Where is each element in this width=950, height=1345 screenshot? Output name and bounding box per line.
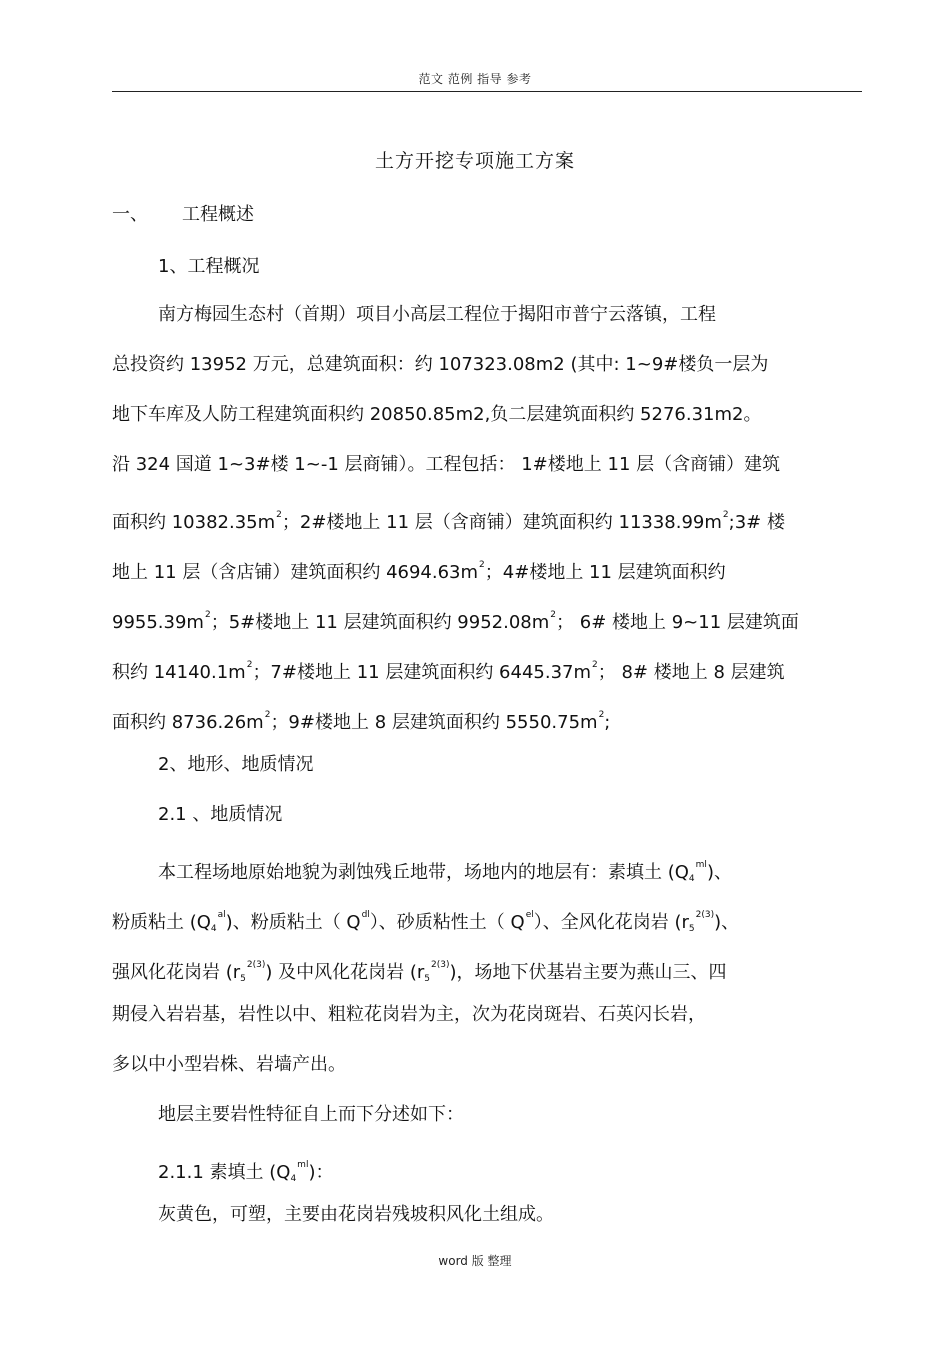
text-run: 粉质粘土 (Q [112,912,211,933]
paragraph-line [112,903,739,941]
paragraph-line [112,603,799,635]
superscript: 2 [246,660,253,670]
paragraph-line: 总投资约 13952 万元，总建筑面积：约 107323.08m2 (其中: 1~9#楼负一层为 [112,354,769,375]
section-number: 一、 [112,204,148,225]
superscript: 2 [479,560,485,570]
header-divider [112,91,862,92]
subsection-heading: 2.1 、地质情况 [158,804,283,825]
paragraph-line: 期侵入岩岩基，岩性以中、粗粒花岗岩为主，次为花岗斑岩、石英闪长岩， [112,1004,706,1025]
paragraph-line: 灰黄色，可塑，主要由花岗岩残坡积风化土组成。 [158,1204,554,1225]
text-run: 强风化花岗岩 (r [112,962,241,983]
superscript: 2(3) [431,960,450,970]
subscript: 4 [688,874,695,884]
paragraph-line: 沿 324 国道 1~3#楼 1~-1 层商铺）。工程包括： 1#楼地上 11 层（含商铺）建筑 [112,454,781,475]
paragraph-line: 地层主要岩性特征自上而下分述如下： [158,1104,464,1125]
document-title: 土方开挖专项施工方案 [374,150,575,172]
superscript: 2(3) [246,960,266,970]
subsection-heading [158,1153,333,1191]
text-run: ) 及中风化花岗岩 (r [265,962,425,983]
paragraph-line [112,503,785,535]
superscript: 2 [550,610,557,620]
section-heading [112,203,254,227]
subsection-heading: 2、地形、地质情况 [158,754,314,775]
text-run: )、 [714,912,740,933]
superscript: 2 [204,610,211,620]
subscript: 5 [688,924,695,934]
superscript: dl [361,910,370,920]
text-run: ；5#楼地上 11 层建筑面积约 9952.08m [210,612,550,633]
page-header: 范文 范例 指导 参考 [418,72,532,86]
superscript: el [525,910,534,920]
text-run: ）、全风化花岗岩 (r [533,912,689,933]
text-run: 面积约 10382.35m [112,512,276,533]
paragraph-line [158,853,732,891]
paragraph-line: 南方梅园生态村（首期）项目小高层工程位于揭阳市普宁云落镇，工程 [158,304,716,325]
superscript: 2 [276,510,282,520]
paragraph-line [112,553,726,585]
text-run: 本工程场地原始地貌为剥蚀残丘地带，场地内的地层有：素填土 (Q [158,862,689,883]
text-run: ；4#楼地上 11 层建筑面积约 [484,562,726,583]
superscript: 2 [598,710,605,720]
text-run: ；2#楼地上 11 层（含商铺）建筑面积约 11338.99m [281,512,722,533]
text-run: ;3# 楼 [728,512,785,533]
paragraph-line [112,653,785,685]
superscript: ml [297,1160,309,1170]
subsection-heading: 1、工程概况 [158,256,260,277]
subscript: 5 [240,974,246,984]
section-title: 工程概述 [182,204,254,225]
subscript: 4 [290,1174,297,1184]
text-run: 面积约 8736.26m [112,712,264,733]
superscript: ml [695,860,707,870]
text-run: ; [604,712,611,733]
subscript: 5 [424,974,430,984]
superscript: 2 [592,660,598,670]
paragraph-line [112,703,610,735]
superscript: 2 [722,510,729,520]
superscript: 2 [264,710,271,720]
text-run: ； 8# 楼地上 8 层建筑 [597,662,785,683]
text-run: 2.1.1 素填土 (Q [158,1162,291,1183]
text-run: )，场地下伏基岩主要为燕山三、四 [449,962,727,983]
text-run: 9955.39m [112,612,204,633]
text-run: ）、砂质粘性土（ Q [369,912,525,933]
text-run: 积约 14140.1m [112,662,246,683]
text-run: ；9#楼地上 8 层建筑面积约 5550.75m [270,712,598,733]
superscript: al [217,910,226,920]
paragraph-line: 地下车库及人防工程建筑面积约 20850.85m2,负二层建筑面积约 5276.31m2。 [112,404,762,425]
superscript: 2(3) [695,910,715,920]
paragraph-line [112,953,727,991]
page-footer: word 版 整理 [438,1254,512,1268]
paragraph-line: 多以中小型岩株、岩墙产出。 [112,1054,346,1075]
text-run: 地上 11 层（含店铺）建筑面积约 4694.63m [112,562,479,583]
text-run: )、 [706,862,732,883]
text-run: )： [308,1162,334,1183]
text-run: ；7#楼地上 11 层建筑面积约 6445.37m [252,662,592,683]
subscript: 4 [210,924,217,934]
text-run: ； 6# 楼地上 9~11 层建筑面 [556,612,799,633]
text-run: )、粉质粘土（ Q [225,912,361,933]
